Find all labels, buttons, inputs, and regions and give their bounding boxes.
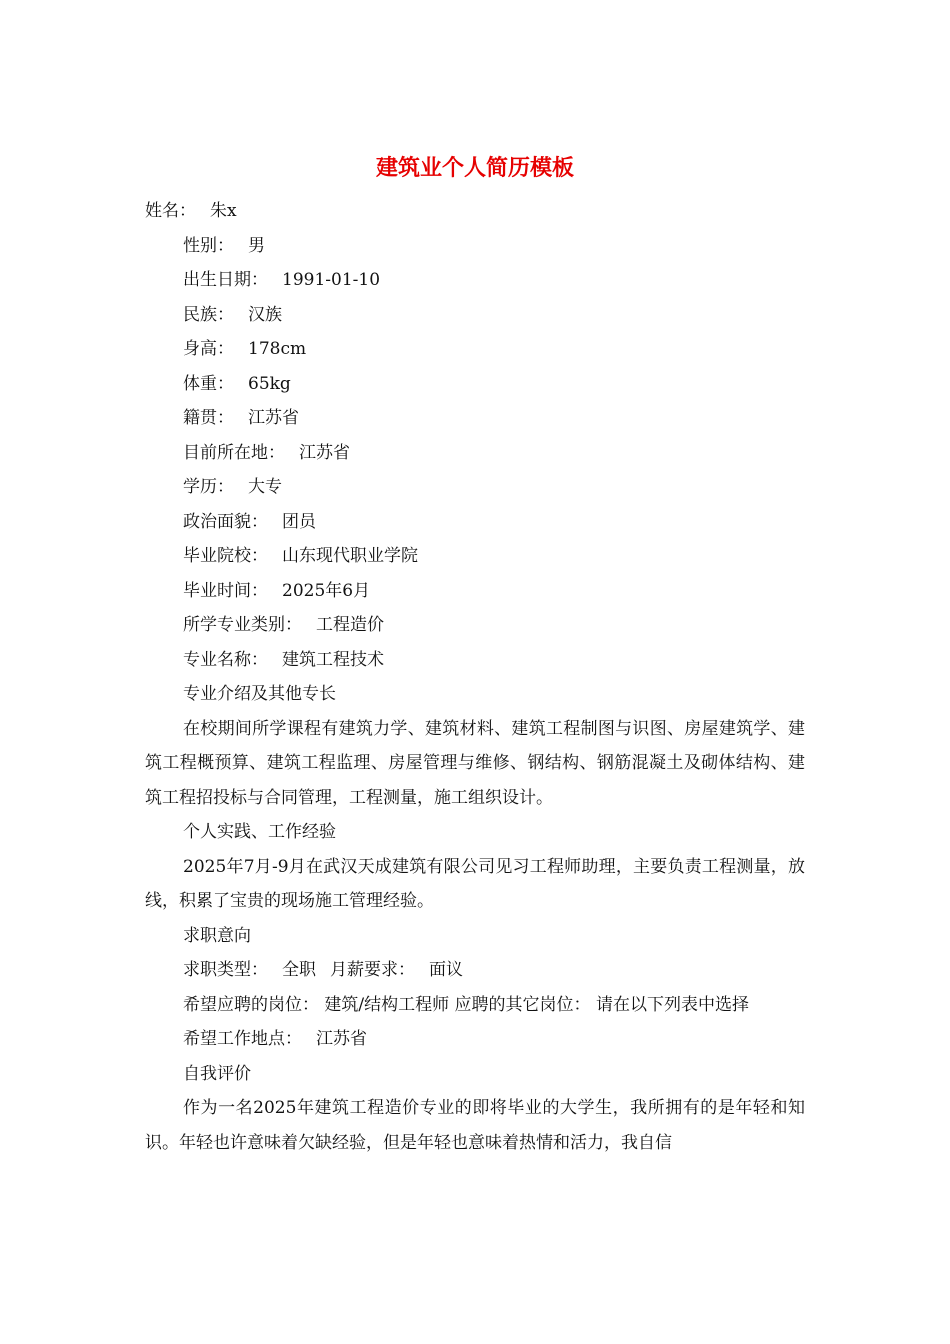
experience-paragraph: 2025年7月-9月在武汉天成建筑有限公司见习工程师助理，主要负责工程测量，放线，积累了宝贵的现场施工管理经验。 [145,856,805,911]
info-value: 1991-01-10 [282,270,381,290]
info-label: 身高： [183,339,234,359]
info-label: 出生日期： [183,270,268,290]
salary-label: 月薪要求： [330,960,415,980]
salary-value: 面议 [429,960,463,980]
info-label: 性别： [183,235,234,256]
info-row [145,263,805,298]
position-paragraph: 希望应聘的岗位： 建筑/结构工程师 应聘的其它岗位： 请在以下列表中选择 [183,994,749,1015]
info-value: 江苏省 [248,408,299,428]
info-label: 体重： [183,373,234,394]
job-type-row [145,953,805,988]
info-label: 籍贯： [183,408,234,428]
info-value: 大专 [248,477,282,497]
name-value: 朱x [210,201,237,221]
info-value: 178cm [248,339,307,359]
info-value: 建筑工程技术 [282,649,384,670]
info-value: 2025年6月 [282,580,371,601]
section-heading-self: 自我评价 [183,1063,251,1084]
info-row [145,608,805,643]
info-row [145,470,805,505]
info-row [145,332,805,367]
info-row [145,401,805,436]
name-label: 姓名： [145,201,196,221]
info-row [145,367,805,402]
document-title: 建筑业个人简历模板 [375,155,574,181]
info-label: 民族： [183,304,234,325]
info-label: 毕业院校： [183,546,268,566]
info-label: 政治面貌： [183,511,268,532]
section-heading-experience: 个人实践、工作经验 [183,822,336,842]
info-row [145,229,805,264]
self-evaluation-paragraph: 作为一名2025年建筑工程造价专业的即将毕业的大学生，我所拥有的是年轻和知识。年轻也许意味着欠缺经验，但是年轻也意味着热情和活力，我自信 [145,1098,805,1153]
info-row [145,436,805,471]
info-row [145,574,805,609]
info-row [145,298,805,333]
info-value: 山东现代职业学院 [282,546,418,566]
info-label: 所学专业类别： [183,615,302,635]
personal-info-list [145,229,805,678]
job-type-value: 全职 [282,960,316,980]
location-row [145,1022,805,1057]
info-value: 工程造价 [316,615,384,635]
specialty-paragraph: 在校期间所学课程有建筑力学、建筑材料、建筑工程制图与识图、房屋建筑学、建筑工程概预算、建筑工程监理、房屋管理与维修、钢结构、钢筋混凝土及砌体结构、建筑工程招投标与合同管理，工程测量，施工组织设计。 [145,718,805,808]
resume-body [145,194,805,1160]
info-label: 专业名称： [183,649,268,670]
info-row [145,643,805,678]
info-value: 江苏省 [299,442,350,463]
name-row [145,194,805,229]
info-value: 男 [248,235,265,256]
section-heading-specialty: 专业介绍及其他专长 [183,684,336,704]
info-value: 汉族 [248,304,282,325]
job-type-label: 求职类型： [183,960,268,980]
info-row [145,505,805,540]
location-label: 希望工作地点： [183,1029,302,1049]
section-heading-intention: 求职意向 [183,925,251,946]
info-value: 65kg [248,373,291,394]
location-value: 江苏省 [316,1029,367,1049]
info-label: 毕业时间： [183,580,268,601]
info-label: 学历： [183,477,234,497]
info-label: 目前所在地： [183,442,285,463]
info-row [145,539,805,574]
info-value: 团员 [282,511,316,532]
